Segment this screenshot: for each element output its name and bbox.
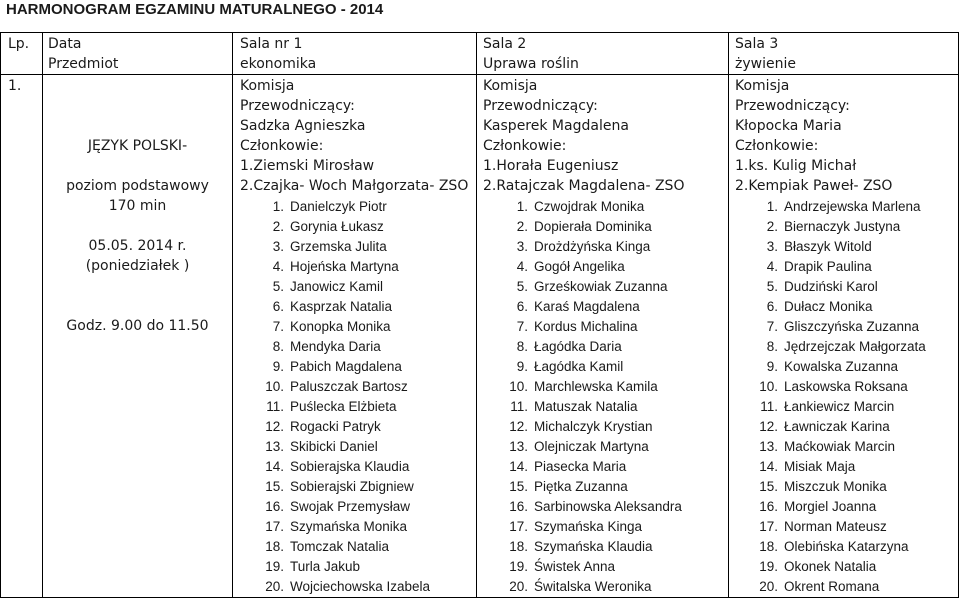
- member-1: 1.Horała Eugeniusz: [483, 158, 619, 174]
- student-list-item: [748, 457, 926, 477]
- student-list-item: [748, 477, 926, 497]
- student-number: 7.: [272, 319, 284, 334]
- time-cell: [43, 316, 232, 336]
- student-number: 11.: [510, 399, 528, 414]
- student-number: 2.: [272, 219, 284, 234]
- student-number: 5.: [272, 279, 284, 294]
- student-number: 16.: [509, 499, 528, 514]
- student-name: Maćkowiak Marcin: [784, 439, 896, 454]
- student-list-item: [748, 337, 926, 357]
- student-number: 20.: [759, 579, 778, 594]
- student-list-item: [748, 277, 926, 297]
- student-name: Błaszyk Witold: [784, 239, 872, 254]
- student-list-item: [498, 317, 682, 337]
- student-list-item: [498, 397, 682, 417]
- student-name: Pabich Magdalena: [290, 359, 402, 374]
- student-list-item: [254, 457, 430, 477]
- student-list-item: [748, 237, 926, 257]
- student-number: 18.: [509, 539, 528, 554]
- student-number: 2.: [516, 219, 528, 234]
- student-number: 1.: [766, 199, 778, 214]
- student-number: 4.: [516, 259, 528, 274]
- student-list-item: [498, 557, 682, 577]
- student-list-item: [254, 577, 430, 597]
- student-number: 18.: [759, 539, 778, 554]
- header-bottom-border: [0, 74, 959, 75]
- student-number: 1.: [516, 199, 528, 214]
- student-number: 20.: [509, 579, 528, 594]
- student-list-item: [498, 577, 682, 597]
- sala2-commission: [483, 76, 684, 196]
- student-number: 13.: [265, 439, 284, 454]
- student-list-item: [748, 317, 926, 337]
- header-sala2: Sala 2 Uprawa roślin: [483, 36, 579, 72]
- student-name: Matuszak Natalia: [534, 399, 638, 414]
- student-number: 9.: [272, 359, 284, 374]
- student-number: 12.: [759, 419, 778, 434]
- student-list-item: [498, 297, 682, 317]
- member-1: 1.ks. Kulig Michał: [735, 158, 857, 174]
- student-number: 6.: [272, 299, 284, 314]
- chair-name: Kłopocka Maria: [735, 118, 842, 134]
- student-number: 18.: [265, 539, 284, 554]
- student-name: Grzemska Julita: [290, 239, 387, 254]
- student-list-item: [254, 237, 430, 257]
- student-list-item: [254, 277, 430, 297]
- sala2-student-list: [498, 197, 682, 597]
- student-list-item: [748, 357, 926, 377]
- sala1-student-list: [254, 197, 430, 597]
- student-name: Piasecka Maria: [534, 459, 627, 474]
- exam-duration: 170 min: [108, 198, 167, 214]
- student-list-item: [748, 537, 926, 557]
- student-list-item: [254, 297, 430, 317]
- student-number: 15.: [759, 479, 778, 494]
- commission-label: Komisja: [735, 78, 790, 94]
- student-name: Misiak Maja: [784, 459, 856, 474]
- student-name: Łagódka Daria: [534, 339, 622, 354]
- student-name: Jędrzejczak Małgorzata: [784, 339, 926, 354]
- student-list-item: [254, 417, 430, 437]
- student-name: Dopierała Dominika: [534, 219, 652, 234]
- chair-name: Kasperek Magdalena: [483, 118, 629, 134]
- student-number: 14.: [509, 459, 528, 474]
- student-number: 10.: [265, 379, 284, 394]
- sala3-student-list: [748, 197, 926, 597]
- student-list-item: [254, 557, 430, 577]
- col-border-sala2: [728, 32, 729, 598]
- chair-label: Przewodniczący:: [735, 98, 850, 114]
- student-name: Danielczyk Piotr: [290, 199, 387, 214]
- member-2: 2.Kempiak Paweł- ZSO: [735, 178, 893, 194]
- student-list-item: [748, 197, 926, 217]
- members-label: Członkowie:: [483, 138, 567, 154]
- student-name: Miszczuk Monika: [784, 479, 887, 494]
- student-number: 10.: [509, 379, 528, 394]
- student-name: Gliszczyńska Zuzanna: [784, 319, 920, 334]
- student-name: Kasprzak Natalia: [290, 299, 393, 314]
- student-list-item: [748, 297, 926, 317]
- date-cell: [43, 236, 232, 276]
- member-2: 2.Czajka- Woch Małgorzata- ZSO: [240, 178, 469, 194]
- student-list-item: [498, 217, 682, 237]
- student-list-item: [748, 517, 926, 537]
- student-number: 12.: [265, 419, 284, 434]
- student-list-item: [498, 257, 682, 277]
- student-name: Czwojdrak Monika: [534, 199, 645, 214]
- student-name: Szymańska Monika: [290, 519, 408, 534]
- student-name: Drożdżyńska Kinga: [534, 239, 651, 254]
- student-list-item: [254, 337, 430, 357]
- header-sala1: Sala nr 1 ekonomika: [240, 36, 317, 72]
- student-number: 5.: [766, 279, 778, 294]
- commission-label: Komisja: [240, 78, 295, 94]
- student-list-item: [254, 377, 430, 397]
- member-1: 1.Ziemski Mirosław: [240, 158, 375, 174]
- student-name: Laskowska Roksana: [784, 379, 908, 394]
- student-list-item: [254, 537, 430, 557]
- student-list-item: [748, 417, 926, 437]
- student-number: 10.: [759, 379, 778, 394]
- student-number: 9.: [766, 359, 778, 374]
- student-name: Tomczak Natalia: [290, 539, 390, 554]
- student-name: Sobierajska Klaudia: [290, 459, 410, 474]
- student-number: 4.: [766, 259, 778, 274]
- student-number: 16.: [265, 499, 284, 514]
- student-number: 15.: [509, 479, 528, 494]
- student-name: Gogół Angelika: [534, 259, 625, 274]
- student-name: Gorynia Łukasz: [290, 219, 384, 234]
- chair-label: Przewodniczący:: [483, 98, 598, 114]
- row-lp: 1.: [8, 78, 22, 94]
- student-name: Kowalska Zuzanna: [784, 359, 899, 374]
- sala3-commission: [735, 76, 892, 196]
- subject-name: JĘZYK POLSKI-: [87, 138, 188, 154]
- student-name: Norman Mateusz: [784, 519, 887, 534]
- student-list-item: [748, 377, 926, 397]
- student-name: Szymańska Kinga: [534, 519, 643, 534]
- student-list-item: [498, 377, 682, 397]
- student-number: 4.: [272, 259, 284, 274]
- student-name: Janowicz Kamil: [290, 279, 384, 294]
- student-name: Olejniczak Martyna: [534, 439, 649, 454]
- document-title: HARMONOGRAM EGZAMINU MATURALNEGO - 2014: [6, 1, 384, 18]
- student-list-item: [748, 437, 926, 457]
- student-number: 13.: [509, 439, 528, 454]
- student-list-item: [498, 437, 682, 457]
- student-name: Rogacki Patryk: [290, 419, 381, 434]
- chair-label: Przewodniczący:: [240, 98, 355, 114]
- col-border-left: [0, 32, 1, 598]
- student-list-item: [748, 257, 926, 277]
- student-number: 19.: [509, 559, 528, 574]
- col-border-lp: [42, 32, 43, 598]
- student-number: 8.: [766, 339, 778, 354]
- student-list-item: [748, 217, 926, 237]
- col-border-sala1: [476, 32, 477, 598]
- student-name: Turla Jakub: [290, 559, 361, 574]
- student-name: Puślecka Elżbieta: [290, 399, 397, 414]
- student-name: Okonek Natalia: [784, 559, 877, 574]
- member-2: 2.Ratajczak Magdalena- ZSO: [483, 178, 685, 194]
- header-lp: Lp.: [8, 36, 30, 52]
- student-list-item: [254, 317, 430, 337]
- student-number: 11.: [266, 399, 284, 414]
- student-list-item: [498, 277, 682, 297]
- subject-cell: [43, 136, 232, 156]
- exam-time: Godz. 9.00 do 11.50: [66, 318, 209, 334]
- student-name: Grześkowiak Zuzanna: [534, 279, 668, 294]
- col-border-date: [232, 32, 233, 598]
- student-name: Biernaczyk Justyna: [784, 219, 901, 234]
- sala1-commission: [240, 76, 468, 196]
- student-number: 16.: [759, 499, 778, 514]
- student-number: 14.: [265, 459, 284, 474]
- student-list-item: [498, 517, 682, 537]
- student-name: Dudziński Karol: [784, 279, 878, 294]
- student-number: 3.: [272, 239, 284, 254]
- student-number: 17.: [509, 519, 528, 534]
- student-name: Łankiewicz Marcin: [784, 399, 895, 414]
- col-border-right: [958, 32, 959, 598]
- student-name: Dułacz Monika: [784, 299, 873, 314]
- student-name: Karaś Magdalena: [534, 299, 640, 314]
- student-name: Piętka Zuzanna: [534, 479, 628, 494]
- student-number: 2.: [766, 219, 778, 234]
- student-list-item: [254, 497, 430, 517]
- student-number: 14.: [759, 459, 778, 474]
- student-name: Drapik Paulina: [784, 259, 872, 274]
- student-number: 7.: [516, 319, 528, 334]
- student-list-item: [254, 397, 430, 417]
- student-number: 6.: [516, 299, 528, 314]
- student-number: 6.: [766, 299, 778, 314]
- student-list-item: [254, 357, 430, 377]
- exam-weekday: (poniedziałek ): [85, 258, 190, 274]
- student-list-item: [254, 217, 430, 237]
- student-number: 9.: [516, 359, 528, 374]
- student-list-item: [254, 437, 430, 457]
- student-list-item: [498, 457, 682, 477]
- student-number: 12.: [509, 419, 528, 434]
- student-list-item: [254, 477, 430, 497]
- student-number: 3.: [766, 239, 778, 254]
- student-name: Świtalska Weronika: [534, 579, 652, 594]
- chair-name: Sadzka Agnieszka: [240, 118, 366, 134]
- student-list-item: [748, 497, 926, 517]
- student-number: 8.: [272, 339, 284, 354]
- student-list-item: [498, 357, 682, 377]
- student-number: 7.: [766, 319, 778, 334]
- student-list-item: [254, 257, 430, 277]
- student-name: Świstek Anna: [534, 559, 616, 574]
- student-name: Skibicki Daniel: [290, 439, 378, 454]
- student-name: Marchlewska Kamila: [534, 379, 658, 394]
- student-name: Mendyka Daria: [290, 339, 381, 354]
- student-number: 8.: [516, 339, 528, 354]
- level-cell: [43, 176, 232, 216]
- student-name: Morgiel Joanna: [784, 499, 877, 514]
- student-list-item: [254, 197, 430, 217]
- student-name: Ławniczak Karina: [784, 419, 890, 434]
- student-number: 19.: [265, 559, 284, 574]
- members-label: Członkowie:: [735, 138, 819, 154]
- student-list-item: [748, 577, 926, 597]
- student-list-item: [254, 517, 430, 537]
- student-name: Okrent Romana: [784, 579, 880, 594]
- student-list-item: [498, 417, 682, 437]
- student-number: 15.: [265, 479, 284, 494]
- student-number: 1.: [272, 199, 284, 214]
- student-name: Swojak Przemysław: [290, 499, 411, 514]
- student-number: 13.: [759, 439, 778, 454]
- student-name: Paluszczak Bartosz: [290, 379, 408, 394]
- student-name: Kordus Michalina: [534, 319, 638, 334]
- student-list-item: [748, 557, 926, 577]
- student-list-item: [498, 477, 682, 497]
- student-number: 17.: [759, 519, 778, 534]
- student-number: 3.: [516, 239, 528, 254]
- student-number: 5.: [516, 279, 528, 294]
- student-list-item: [498, 537, 682, 557]
- student-name: Konopka Monika: [290, 319, 391, 334]
- student-name: Sobierajski Zbigniew: [290, 479, 414, 494]
- student-number: 17.: [265, 519, 284, 534]
- student-name: Michalczyk Krystian: [534, 419, 653, 434]
- student-number: 11.: [760, 399, 778, 414]
- student-list-item: [498, 237, 682, 257]
- table-top-border: [0, 32, 959, 33]
- header-date-subject: Data Przedmiot: [48, 36, 119, 72]
- commission-label: Komisja: [483, 78, 538, 94]
- student-name: Szymańska Klaudia: [534, 539, 653, 554]
- header-sala3: Sala 3 żywienie: [735, 36, 796, 72]
- student-name: Andrzejewska Marlena: [784, 199, 921, 214]
- student-name: Wojciechowska Izabela: [290, 579, 431, 594]
- student-list-item: [498, 337, 682, 357]
- student-number: 20.: [265, 579, 284, 594]
- exam-date: 05.05. 2014 r.: [88, 238, 187, 254]
- student-name: Sarbinowska Aleksandra: [534, 499, 682, 514]
- subject-level: poziom podstawowy: [66, 178, 209, 194]
- student-name: Olebińska Katarzyna: [784, 539, 909, 554]
- student-name: Hojeńska Martyna: [290, 259, 399, 274]
- student-number: 19.: [759, 559, 778, 574]
- student-name: Łagódka Kamil: [534, 359, 624, 374]
- student-list-item: [498, 497, 682, 517]
- student-list-item: [748, 397, 926, 417]
- members-label: Członkowie:: [240, 138, 324, 154]
- student-list-item: [498, 197, 682, 217]
